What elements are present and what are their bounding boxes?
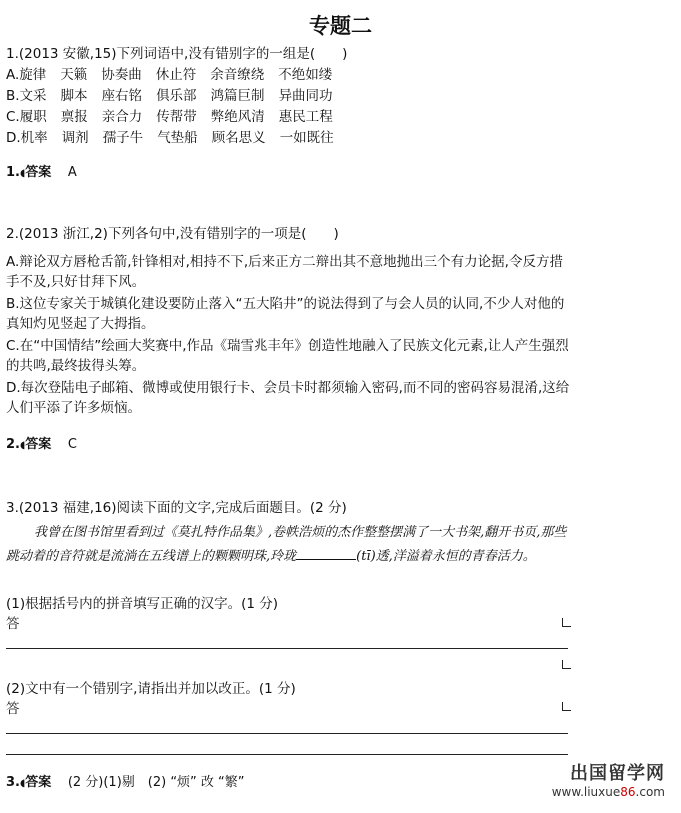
answer-marker-icon: ◖ <box>19 778 26 789</box>
option-word: 调剂 <box>61 130 89 146</box>
question-2-answer <box>6 433 77 452</box>
option-word: 孺子牛 <box>102 130 144 146</box>
option-word: 惠民工程 <box>278 109 333 125</box>
question-3-passage <box>6 521 572 569</box>
answer-value: C <box>67 437 77 452</box>
answer-label: 答案 <box>25 165 52 180</box>
option-word: C.履职 <box>6 109 47 125</box>
watermark-site-name: 出国留学网 <box>570 763 665 784</box>
answer-line-end-mark <box>562 618 571 627</box>
question-3-answer <box>6 771 245 790</box>
option-word: 亲合力 <box>101 109 143 125</box>
option-word: 不绝如缕 <box>278 67 333 83</box>
option-word: 禀报 <box>60 109 88 125</box>
option-word: 弊绝风清 <box>210 109 265 125</box>
option-word: 传帮带 <box>156 109 197 125</box>
answer-prefix: 2. <box>6 437 20 452</box>
answer-word-1: 答 <box>6 616 20 632</box>
question-3-sub-2: (2)文中有一个错别字,请指出并加以改正。(1 分) <box>6 681 296 697</box>
question-2-option-d: D.每次登陆电子邮箱、微博或使用银行卡、会员卡时都须输入密码,而不同的密码容易混淆,这给人们平添了许多烦恼。 <box>6 380 570 416</box>
option-word: 异曲同功 <box>278 88 333 104</box>
question-2-stem: 2.(2013 浙江,2)下列各句中,没有错别字的一项是( ) <box>6 226 339 242</box>
option-word: B.文采 <box>6 88 47 104</box>
option-word: 天籁 <box>60 67 88 83</box>
answer-line[interactable] <box>6 648 568 649</box>
page-title: 专题二 <box>309 14 372 38</box>
question-1-answer <box>6 161 77 180</box>
question-1-option-row <box>6 63 346 83</box>
answer-line-end-mark <box>562 660 571 669</box>
option-word: 气垫船 <box>157 130 198 146</box>
answer-marker-icon: ◖ <box>19 168 26 179</box>
answer-prefix: 1. <box>6 165 20 180</box>
question-3-stem: 3.(2013 福建,16)阅读下面的文字,完成后面题目。(2 分) <box>6 500 347 516</box>
fill-blank[interactable] <box>296 547 356 560</box>
option-word: D.机率 <box>6 130 48 146</box>
answer-line-end-mark <box>562 702 571 711</box>
option-word: A.旋律 <box>6 67 47 83</box>
question-3-sub-1: (1)根据括号内的拼音填写正确的汉字。(1 分) <box>6 596 279 612</box>
answer-line[interactable] <box>6 733 568 734</box>
option-word: 协奏曲 <box>101 67 142 83</box>
question-1-option-row <box>6 126 348 146</box>
site-watermark <box>552 765 665 801</box>
option-word: 休止符 <box>155 67 197 83</box>
option-word: 顾名思义 <box>211 130 266 146</box>
question-2-option-a: A.辩论双方唇枪舌箭,针锋相对,相持不下,后来正方二辩出其不意地抛出三个有力论据,令反方措手不及,只好甘拜下风。 <box>6 254 563 290</box>
passage-pinyin: (tī)透,洋溢着永恒的青春活力。 <box>356 549 536 564</box>
answer-label: 答案 <box>25 775 52 790</box>
answer-marker-icon: ◖ <box>19 440 26 451</box>
answer-label: 答案 <box>25 437 52 452</box>
question-2-option-b: B.这位专家关于城镇化建设要防止落入“五大陷井”的说法得到了与会人员的认同,不少人对他的真知灼见竖起了大拇指。 <box>6 296 565 332</box>
answer-value: A <box>67 165 77 180</box>
answer-line[interactable] <box>6 754 568 755</box>
question-2-option-c: C.在“中国情结”绘画大奖赛中,作品《瑞雪兆丰年》创造性地融入了民族文化元素,让人产生强烈的共鸣,最终拔得头筹。 <box>6 338 569 374</box>
option-word: 余音缭绕 <box>210 67 265 83</box>
option-word: 鸿篇巨制 <box>210 88 265 104</box>
option-word: 脚本 <box>60 88 88 104</box>
answer-value: (2 分)(1)剔 (2) “烦” 改 “繁” <box>67 775 245 790</box>
option-word: 一如既往 <box>279 130 334 146</box>
option-word: 座右铭 <box>101 88 143 104</box>
passage-text: 我曾在图书馆里看到过《莫扎特作品集》,卷帙浩烦的杰作整整摆满了一大书架,翻开书页,那些跳动着的音符就是流淌在五线谱上的颗颗明珠,玲珑 <box>6 525 567 564</box>
answer-prefix: 3. <box>6 775 20 790</box>
watermark-url: www.liuxue86.com <box>551 785 665 799</box>
question-1-option-row <box>6 105 347 125</box>
answer-word-2: 答 <box>6 701 20 717</box>
option-word: 俱乐部 <box>156 88 197 104</box>
question-1-stem: 1.(2013 安徽,15)下列词语中,没有错别字的一组是( ) <box>6 46 348 62</box>
question-1-option-row <box>6 84 347 104</box>
